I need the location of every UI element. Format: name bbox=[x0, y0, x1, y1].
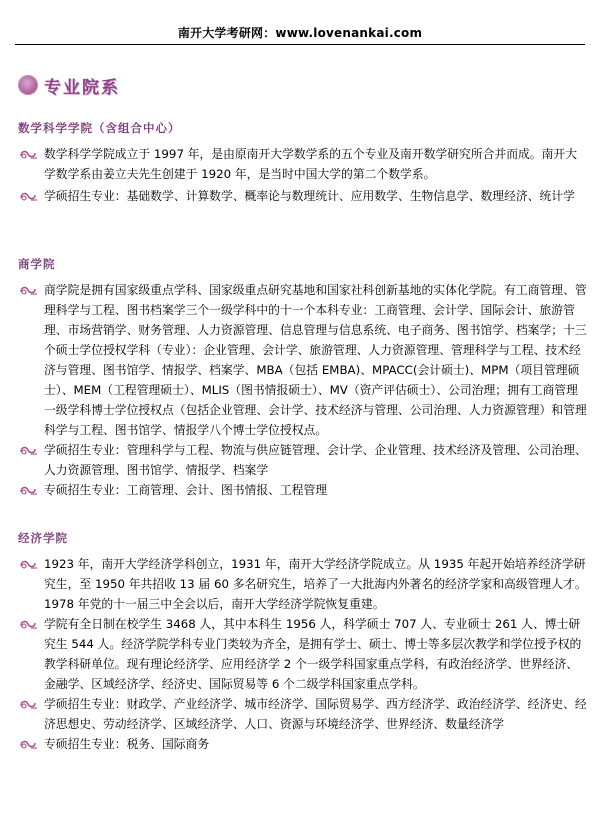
department-title: 数学科学学院（含组合中心） bbox=[18, 121, 181, 135]
bullet-icon bbox=[18, 555, 40, 573]
list-item bbox=[18, 614, 588, 694]
bullet-icon bbox=[18, 695, 40, 713]
bullet-icon bbox=[18, 615, 40, 633]
bullet-icon bbox=[18, 281, 40, 299]
item-text: 学硕招生专业：基础数学、计算数学、概率论与数理统计、应用数学、生物信息学、数理经济、统计学 bbox=[44, 189, 575, 203]
bullet-icon bbox=[18, 187, 40, 205]
bullet-icon bbox=[18, 441, 40, 459]
list-item bbox=[18, 734, 588, 754]
list-item bbox=[18, 144, 588, 184]
item-text: 1923 年，南开大学经济学科创立，1931 年，南开大学经济学院成立。从 1935 年起开始培养经济学研究生，至 1950 年共招收 13 届 60 多名研究生，培养了一大批海内外著名的经济学家和高级管理人才。1978 年党的十一届三中全会以后，南开大学经济学院恢复重建。 bbox=[44, 557, 587, 611]
department-title: 经济学院 bbox=[18, 531, 68, 545]
item-text: 学硕招生专业：管理科学与工程、物流与供应链管理、会计学、企业管理、技术经济及管理、公司治理、人力资源管理、图书馆学、情报学、档案学 bbox=[44, 443, 587, 477]
list-item bbox=[18, 186, 588, 206]
item-text: 商学院是拥有国家级重点学科、国家级重点研究基地和国家社科创新基地的实体化学院。有工商管理、管理科学与工程、图书档案学三个一级学科中的十一个本科专业：工商管理、会计学、国际会计、旅游管理、市场营销学、财务管理、人力资源管理、信息管理与信息系统、电子商务、图书馆学、档案学；十三个硕士学位授权学科（专业）：企业管理、会计学、旅游管理、人力资源管理、管理科学与工程、技术经济与管理、图书馆学、情报学、档案学、MBA（包括 EMBA)、MPACC(会计硕士)、MPM（项目管理硕士）、MEM（工程管理硕士）、MLIS（图书情报硕士）、MV（资产评估硕士）、公司治理；拥有工商管理一级学科博士学位授权点（包括企业管理、会计学、技术经济与管理、公司治理、人力资源管理）和管理科学与工程、图书馆学、情报学八个博士学位授权点。 bbox=[44, 283, 587, 437]
bullet-icon bbox=[18, 735, 40, 753]
item-text: 学硕招生专业：财政学、产业经济学、城市经济学、国际贸易学、西方经济学、政治经济学、经济史、经济思想史、劳动经济学、区域经济学、人口、资源与环境经济学、世界经济、数量经济学 bbox=[44, 697, 587, 731]
department-title: 商学院 bbox=[18, 257, 56, 271]
bullet-icon bbox=[18, 145, 40, 163]
department-math bbox=[18, 120, 588, 206]
item-text: 专硕招生专业：工商管理、会计、图书情报、工程管理 bbox=[44, 483, 328, 497]
department-economics bbox=[18, 530, 588, 754]
list-item bbox=[18, 280, 588, 440]
item-text: 学院有全日制在校学生 3468 人，其中本科生 1956 人，科学硕士 707 人、专业硕士 261 人、博士研究生 544 人。经济学院学科专业门类较为齐全，是拥有学士、硕士、博士等多层次教学和学位授予权的教学科研单位。现有理论经济学、应用经济学 2 个一级学科国家重点学科，有政治经济学、世界经济、金融学、区域经济学、经济史、国际贸易等 6 个二级学科国家重点学科。 bbox=[44, 617, 582, 691]
list-item bbox=[18, 480, 588, 500]
bullet-icon bbox=[18, 481, 40, 499]
university-seal-icon bbox=[18, 75, 38, 95]
list-item bbox=[18, 694, 588, 734]
item-text: 专硕招生专业：税务、国际商务 bbox=[44, 737, 210, 751]
item-text: 数学科学学院成立于 1997 年，是由原南开大学数学系的五个专业及南开数学研究所合并而成。南开大学数学系由姜立夫先生创建于 1920 年，是当时中国大学的第二个数学系。 bbox=[44, 147, 577, 181]
list-item bbox=[18, 440, 588, 480]
page-header bbox=[15, 10, 585, 45]
section-title: 专业院系 bbox=[44, 77, 120, 98]
header-title: 南开大学考研网：www.lovenankai.com bbox=[177, 26, 423, 40]
section-heading bbox=[18, 70, 120, 100]
department-business bbox=[18, 256, 588, 500]
list-item bbox=[18, 554, 588, 614]
